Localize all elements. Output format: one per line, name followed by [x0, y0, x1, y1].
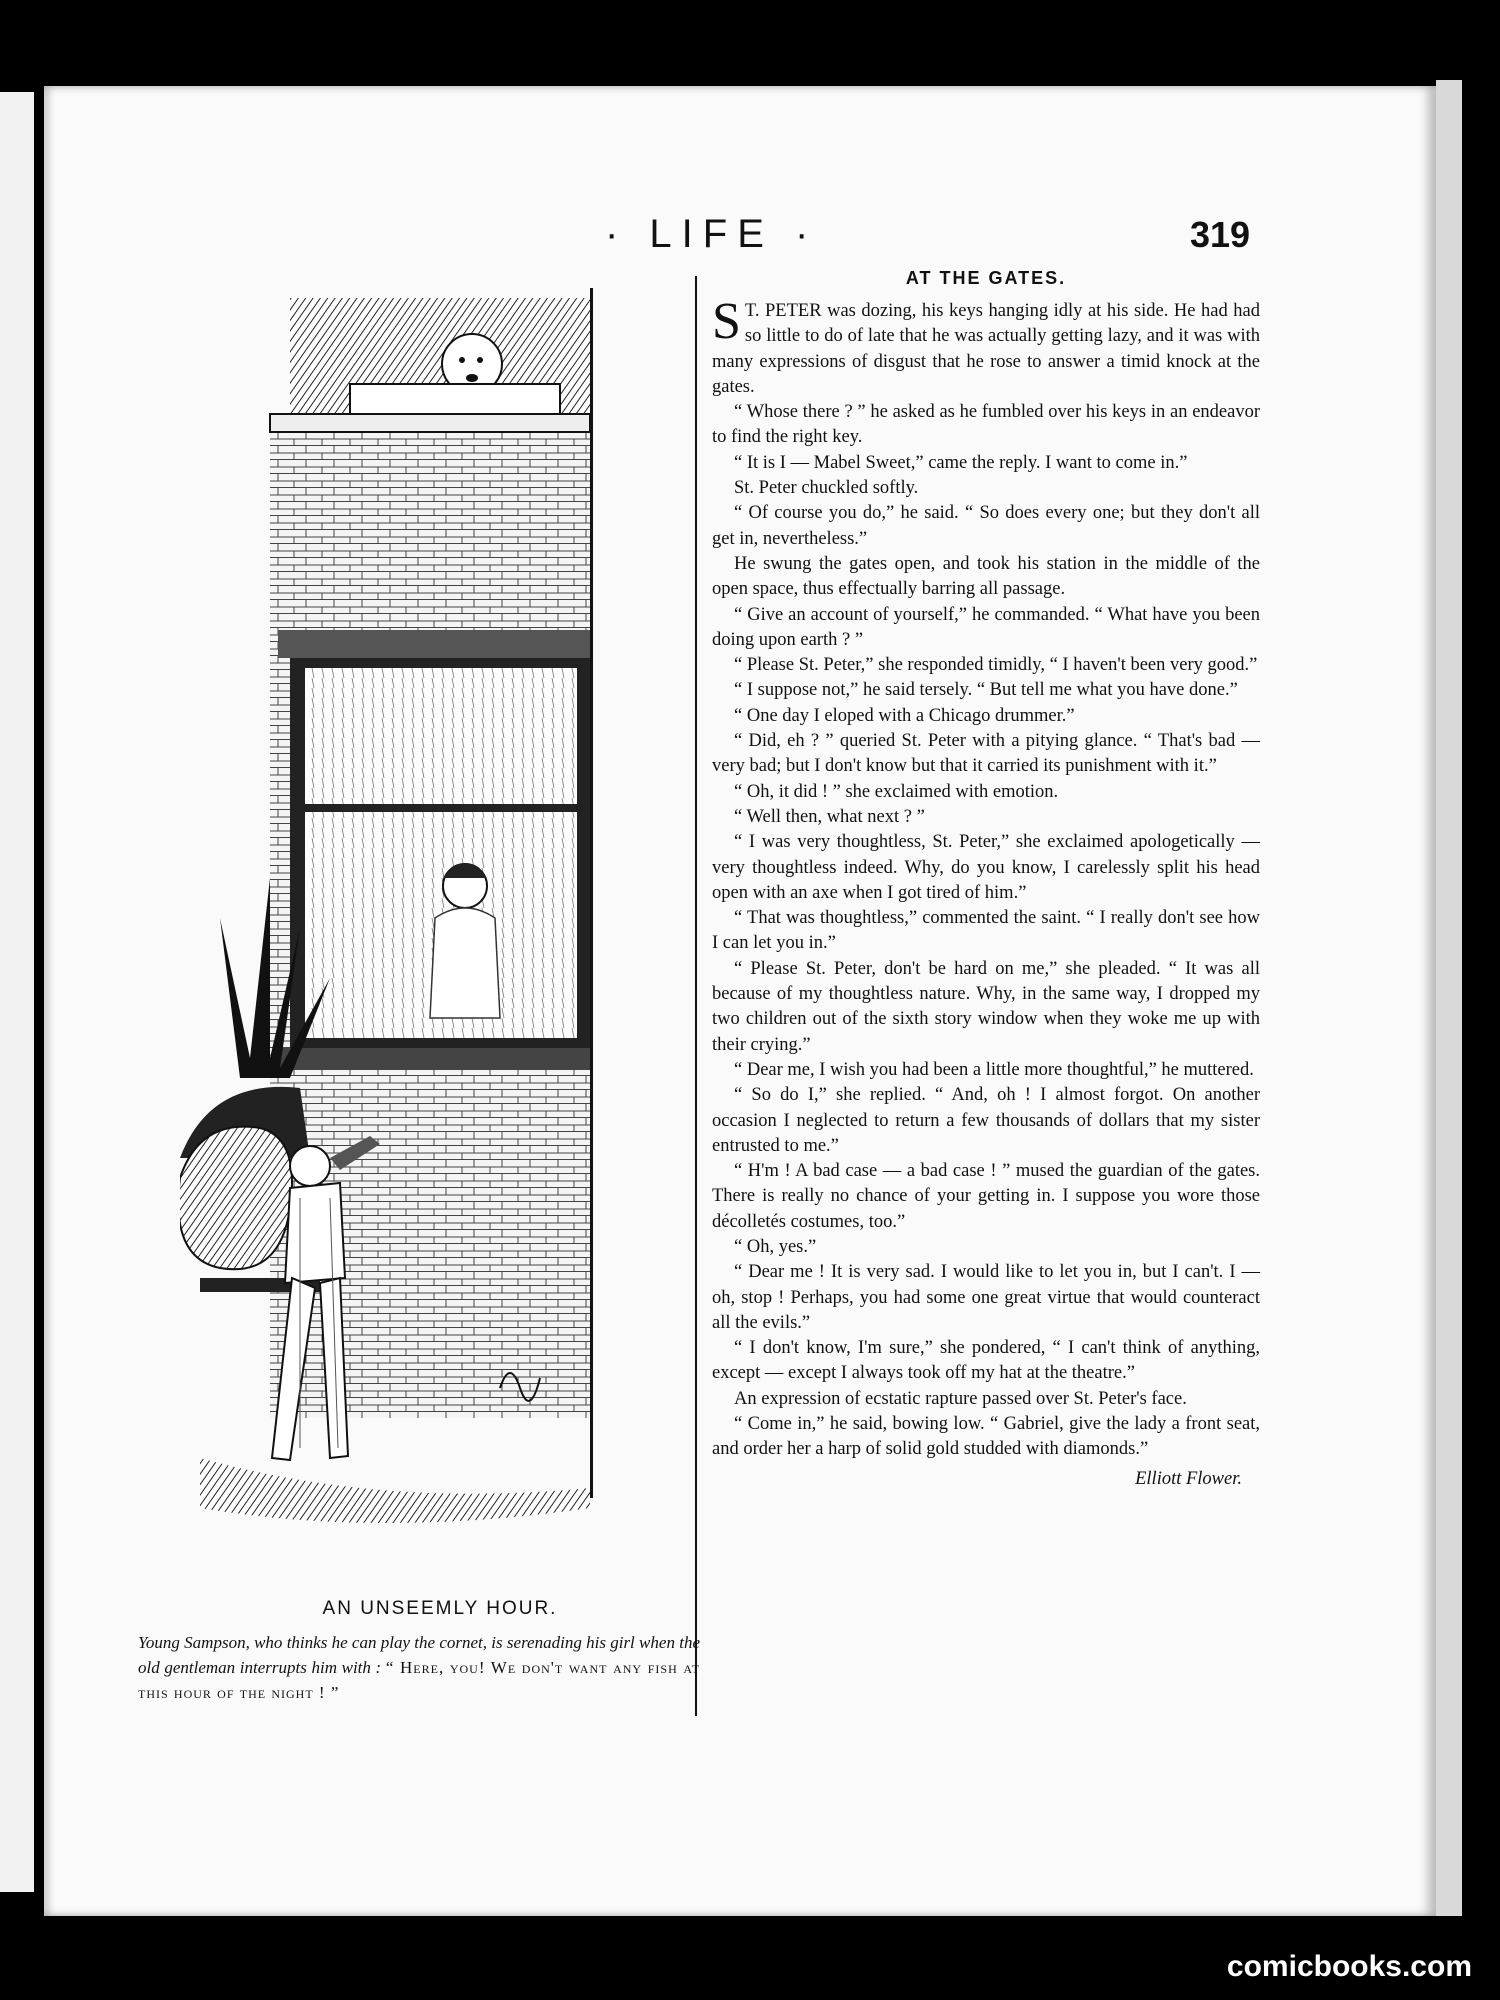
article-paragraph: “ Oh, yes.”	[734, 1236, 817, 1257]
article-paragraph: “ Oh, it did ! ” she exclaimed with emotion.	[734, 781, 1059, 802]
article-paragraph: “ One day I eloped with a Chicago drummer.”	[734, 705, 1075, 726]
article-paragraph: “ Come in,” he said, bowing low. “ Gabriel, give the lady a front seat, and order her a harp of solid gold studded with diamonds.”	[712, 1414, 1260, 1460]
article	[712, 268, 1260, 1490]
drop-cap: S	[712, 293, 741, 350]
article-paragraph: S T. PETER was dozing, his keys hanging idly at his side. He had had so little to do of late that he was actually getting lazy, and it was with many expressions of disgust that he rose to answer a timid knock at the gates.	[712, 293, 1260, 397]
engraving-serenade-scene-icon	[180, 278, 610, 1578]
caption-body	[138, 1630, 700, 1705]
page-edge-right	[1436, 80, 1462, 1916]
article-paragraph: “ I suppose not,” he said tersely. “ But tell me what you have done.”	[734, 680, 1238, 701]
article-paragraph: “ Dear me, I wish you had been a little more thoughtful,” he muttered.	[734, 1059, 1254, 1080]
article-title: AT THE GATES.	[905, 268, 1067, 288]
article-paragraph: “ Please St. Peter, don't be hard on me,” she pleaded. “ It was all because of my thoughtless nature. Why, in the same way, I dropped my two children out of the sixth story window when they woke me up with their crying.”	[712, 958, 1260, 1055]
page-number: 319	[1190, 214, 1251, 255]
article-paragraph: “ Give an account of yourself,” he commanded. “ What have you been doing upon earth ? ”	[712, 604, 1260, 650]
article-paragraph: “ Whose there ? ” he asked as he fumbled over his keys in an endeavor to find the right key.	[712, 402, 1260, 448]
article-paragraph: “ I don't know, I'm sure,” she pondered, “ I can't think of anything, except — except I always took off my hat at the theatre.”	[712, 1338, 1260, 1384]
author-signature: Elliott Flower.	[1135, 1468, 1242, 1489]
caption-quote: “ Here, you! We don't want any fish at this hour of the night ! ”	[138, 1658, 701, 1702]
article-paragraph: “ So do I,” she replied. “ And, oh ! I almost forgot. On another occasion I neglected to return a few thousands of dollars that my sister entrusted to me.”	[712, 1085, 1260, 1156]
article-paragraph: St. Peter chuckled softly.	[734, 478, 919, 499]
masthead: · LIFE ·	[605, 212, 819, 256]
article-paragraph: “ Please St. Peter,” she responded timidly, “ I haven't been very good.”	[734, 655, 1258, 676]
article-paragraph: An expression of ecstatic rapture passed over St. Peter's face.	[734, 1388, 1187, 1409]
article-paragraph: “ Dear me ! It is very sad. I would like to let you in, but I can't. I — oh, stop ! Perhaps, you had some one great virtue that would counteract all the evils.”	[712, 1262, 1260, 1333]
article-paragraph: “ H'm ! A bad case — a bad case ! ” mused the guardian of the gates. There is really no chance of your getting in. I suppose you wore those décolletés costumes, too.”	[712, 1161, 1260, 1232]
article-paragraph: He swung the gates open, and took his station in the middle of the open space, thus effectually barring all passage.	[712, 553, 1260, 600]
column-rule	[695, 276, 697, 1716]
article-paragraph: “ Of course you do,” he said. “ So does every one; but they don't all get in, nevertheless.”	[712, 503, 1260, 549]
adjacent-page-edge	[0, 92, 34, 1892]
article-paragraph: “ Did, eh ? ” queried St. Peter with a pitying glance. “ That's bad — very bad; but I don't know but that it carried its punishment with it.”	[712, 731, 1260, 777]
caption-title: AN UNSEEMLY HOUR.	[322, 1598, 558, 1619]
watermark: comicbooks.com	[1226, 1950, 1472, 1983]
caption-text: Young Sampson, who thinks he can play the cornet, is serenading his girl when the old gentleman interrupts him with :	[138, 1633, 700, 1677]
article-paragraph: “ I was very thoughtless, St. Peter,” she exclaimed apologetically — very thoughtless indeed. Why, do you know, I carelessly split his head open with an axe when I got tired of him.”	[712, 832, 1260, 903]
article-paragraph: “ It is I — Mabel Sweet,” came the reply. I want to come in.”	[734, 452, 1188, 473]
article-paragraph: “ That was thoughtless,” commented the saint. “ I really don't see how I can let you in.”	[712, 908, 1260, 954]
article-paragraph: “ Well then, what next ? ”	[734, 806, 925, 827]
